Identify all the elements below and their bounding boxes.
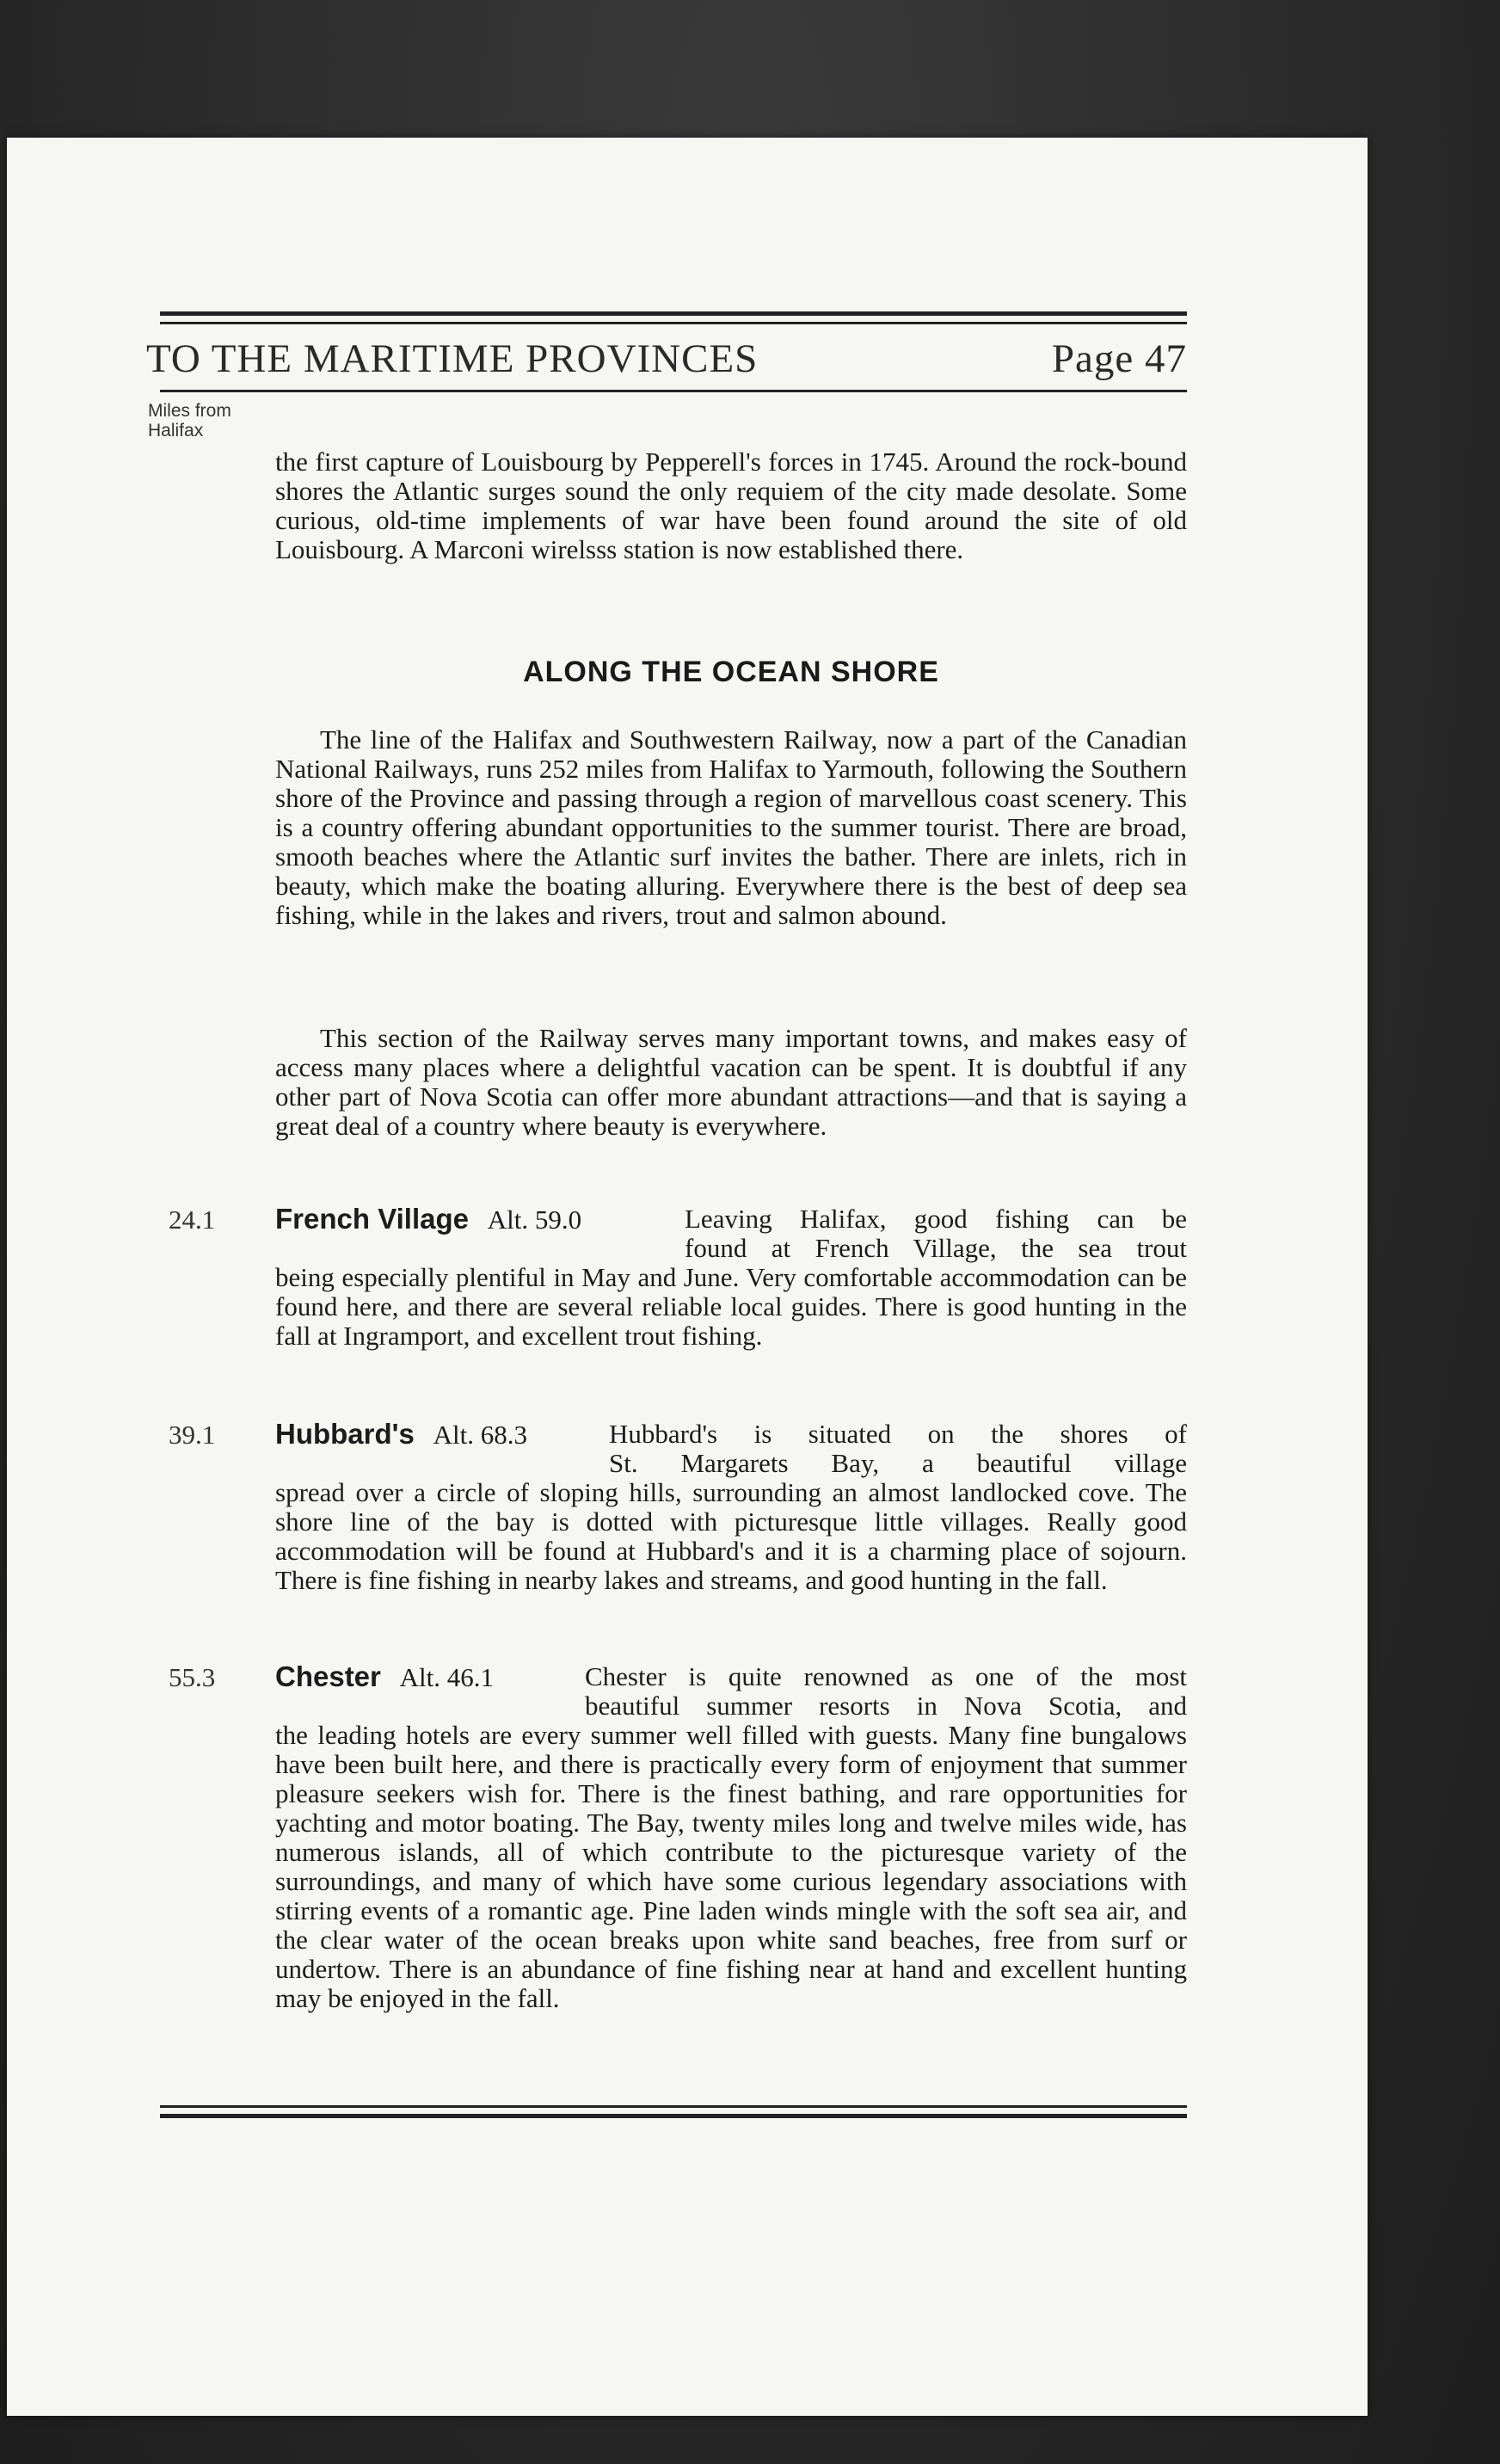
bottom-rule-thin <box>160 2105 1187 2108</box>
entry-body: the leading hotels are every summer well filled with guests. Many fine bungalows have been built here, and there is practically every form of enjoyment that summer pleasure seekers wish for. There is the finest bathing, and rare opportunities for yachting and motor boating. The Bay, twenty miles long and twelve miles wide, has numerous islands, all of which contribute to the picturesque variety of the surroundings, and many of which have some curious legendary associations with stirring events of a romantic age. Pine laden winds mingle with the soft sea air, and the clear water of the ocean breaks upon white sand beaches, free from surf or undertow. There is an abundance of fine fishing near at hand and excellent hunting may be enjoyed in the fall. <box>275 1720 1187 2013</box>
entry-chester <box>169 1662 1187 2092</box>
page-number: Page 47 <box>1051 336 1187 381</box>
entry-second-line: beautiful summer resorts in Nova Scotia, and <box>585 1691 1187 1721</box>
entry-altitude: Alt. 68.3 <box>433 1420 527 1450</box>
entry-lead <box>275 1662 494 1692</box>
entry-french-village <box>169 1204 1187 1394</box>
margin-label-line1: Miles from <box>148 401 231 421</box>
entry-first-lines <box>685 1204 1187 1263</box>
entry-hubbards <box>169 1420 1187 1635</box>
entry-body: spread over a circle of sloping hills, surrounding an almost landlocked cove. The shore line of the bay is dotted with picturesque little villages. Really good accommodation will be found at Hubbard's and it is a charming place of sojourn. There is fine fishing in nearby lakes and streams, and good hunting in the fall. <box>275 1477 1187 1595</box>
entry-body: being especially plentiful in May and June. Very comfortable accommodation can be found here, and there are several reliable local guides. There is good hunting in the fall at Ingramport, and excellent trout fishing. <box>275 1262 1187 1351</box>
entry-first-lines <box>585 1662 1187 1721</box>
entry-mile: 39.1 <box>169 1420 216 1450</box>
entry-first-line: Chester is quite renowned as one of the most <box>585 1661 1187 1691</box>
entry-mile: 55.3 <box>169 1662 216 1692</box>
section-heading: ALONG THE OCEAN SHORE <box>523 656 939 688</box>
entry-first-line: Leaving Halifax, good fishing can be <box>685 1204 1187 1234</box>
top-rule-thick <box>160 311 1187 316</box>
entry-place-name: French Village <box>275 1203 469 1235</box>
header-underline <box>160 390 1187 392</box>
entry-lead <box>275 1420 527 1450</box>
top-rule-thin <box>160 322 1187 324</box>
entry-first-lines <box>609 1420 1187 1478</box>
entry-first-line: Hubbard's is situated on the shores of <box>609 1419 1187 1449</box>
entry-altitude: Alt. 59.0 <box>487 1204 582 1235</box>
entry-altitude: Alt. 46.1 <box>399 1662 495 1692</box>
margin-label <box>148 401 294 440</box>
running-title: TO THE MARITIME PROVINCES <box>146 336 759 381</box>
section-paragraph-2: This section of the Railway serves many important towns, and makes easy of access many places where a delightful vacation can be spent. It is doubtful if any other part of Nova Scotia can offer more abundant attractions—and that is saying a great deal of a country where beauty is everywhere. <box>275 1023 1187 1141</box>
entry-second-line: found at French Village, the sea trout <box>685 1233 1187 1263</box>
entry-place-name: Hubbard's <box>275 1418 415 1450</box>
bottom-rule-thick <box>160 2114 1187 2118</box>
entry-second-line: St. Margarets Bay, a beautiful village <box>609 1448 1187 1478</box>
entry-mile: 24.1 <box>169 1204 216 1235</box>
section-paragraph-1: The line of the Halifax and Southwestern Railway, now a part of the Canadian National Railways, runs 252 miles from Halifax to Yarmouth, following the Southern shore of the Province and passing through a region of marvellous coast scenery. This is a country offering abundant opportunities to the summer tourist. There are broad, smooth beaches where the Atlantic surf invites the bather. There are inlets, rich in beauty, which make the boating alluring. Everywhere there is the best of deep sea fishing, while in the lakes and rivers, trout and salmon abound. <box>275 724 1187 930</box>
intro-paragraph: the first capture of Louisbourg by Pepperell's forces in 1745. Around the rock-bound shores the Atlantic surges sound the only requiem of the city made desolate. Some curious, old-time implements of war have been found around the site of old Louisbourg. A Marconi wirelsss station is now established there. <box>275 447 1187 564</box>
entry-place-name: Chester <box>275 1660 381 1692</box>
entry-lead <box>275 1204 581 1235</box>
margin-label-line2: Halifax <box>148 421 204 440</box>
running-head <box>146 336 1187 387</box>
